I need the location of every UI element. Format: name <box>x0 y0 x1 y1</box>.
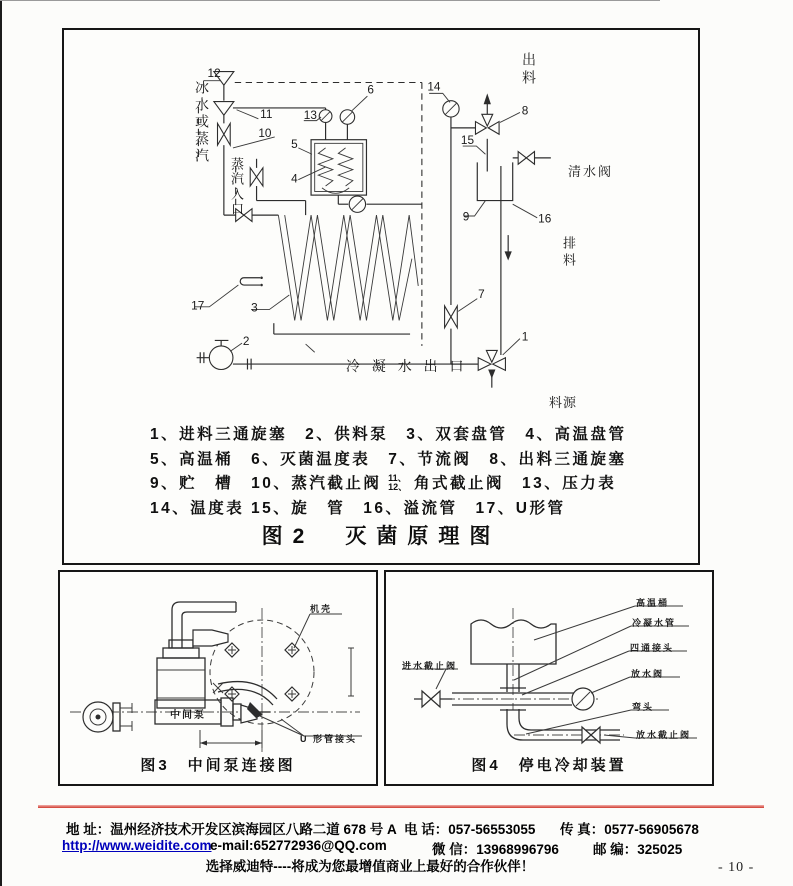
label-8: 8 <box>521 103 529 118</box>
drain-stop-valve-label: 放水截止阀 <box>636 730 692 740</box>
side-view-pump <box>83 702 132 732</box>
clean-water-valve-label: 清水阀 <box>568 164 614 179</box>
discharge-label: 出料 <box>521 52 537 88</box>
footer-email: e-mail:652772936@QQ.com <box>210 838 387 853</box>
flow-arrows <box>484 93 512 378</box>
label-13: 13 <box>303 107 317 122</box>
label-3: 3 <box>251 300 258 315</box>
label-1: 1 <box>521 329 529 344</box>
scan-edge-top <box>0 0 660 1</box>
label-12: 12 <box>207 66 221 81</box>
four-way-joint-label: 四通接头 <box>630 643 675 653</box>
label-16: 16 <box>538 211 552 226</box>
figure4-box <box>384 570 714 786</box>
legend-line-3-stack <box>388 474 407 493</box>
phone-label: 电 话： <box>404 822 449 837</box>
leader-lines <box>260 614 362 736</box>
page-number: - 10 - <box>718 860 755 875</box>
figure4-caption: 图4 停电冷却装置 <box>471 757 627 774</box>
storage-tank <box>477 162 512 200</box>
address-label: 地 址： <box>66 822 111 837</box>
postcode-label: 邮 编： <box>593 842 638 857</box>
label-14: 14 <box>427 79 441 94</box>
legend-line-3 <box>150 472 666 497</box>
ice-water-or-steam-label: 冰水或蒸汽 <box>194 80 210 165</box>
label-17: 17 <box>191 298 205 313</box>
label-2: 2 <box>242 333 250 348</box>
label-6: 6 <box>367 82 374 97</box>
footer-phone <box>404 818 535 838</box>
legend-stack-11: 11、 <box>388 472 407 483</box>
wechat-value: 13968996796 <box>476 842 559 857</box>
figure2-legend <box>150 423 666 521</box>
label-10: 10 <box>258 125 272 140</box>
u-pipe-joint-label: U 形管接头 <box>300 734 358 744</box>
high-temp-barrel <box>471 620 556 664</box>
footer-address <box>66 818 397 838</box>
material-source-label: 料源 <box>549 395 578 410</box>
label-11: 11 <box>260 106 273 121</box>
footer-fax <box>560 818 699 838</box>
u-tube <box>240 277 263 287</box>
legend-line-3-after: 角式截止阀 13、压力表 <box>407 475 617 492</box>
label-7: 7 <box>478 286 485 301</box>
label-5: 5 <box>291 136 298 151</box>
label-9: 9 <box>462 209 470 224</box>
label-4: 4 <box>291 171 298 186</box>
sterilizer-box <box>311 140 366 195</box>
high-temp-barrel-label: 高温桶 <box>636 598 670 608</box>
condensate-pipe-label: 冷凝水管 <box>632 618 677 628</box>
figure3-box <box>58 570 378 786</box>
figure2-box <box>62 28 700 565</box>
elbow-label: 弯头 <box>632 702 655 712</box>
solid-pipes <box>224 85 551 387</box>
figure2-caption: 图2 灭菌原理图 <box>261 525 501 548</box>
footer-slogan: 选择威迪特----将成为您最增值商业上最好的合作伙伴！ <box>205 859 535 874</box>
inlet-stop-valve-label: 进水截止阀 <box>402 661 458 671</box>
condensate-outlet-label: 冷 凝 水 出 口 <box>346 358 468 374</box>
steam-inlet-label: 蒸汽入口 <box>229 157 244 217</box>
middle-pump-label: 中间泵 <box>170 710 206 721</box>
drain-valve-label: 放水阀 <box>631 669 665 679</box>
drain-label: 排料 <box>561 236 576 270</box>
double-coil <box>278 215 418 320</box>
footer-red-rule <box>38 805 764 808</box>
wechat-label: 微 信： <box>432 842 477 857</box>
label-15: 15 <box>460 133 475 148</box>
scan-edge-left <box>0 0 2 886</box>
casing-label: 机壳 <box>310 604 333 614</box>
address-value: 温州经济技术开发区滨海园区八路二道 678 号 A <box>110 822 397 837</box>
legend-line-2: 5、高温桶 6、灭菌温度表 7、节流阀 8、出料三通旋塞 <box>150 450 627 468</box>
legend-stack-12: 12、 <box>388 482 408 492</box>
fax-label: 传 真： <box>560 822 605 837</box>
legend-line-4: 14、温度表 15、旋 管 16、溢流管 17、U形管 <box>150 499 566 517</box>
pump-body <box>157 602 236 708</box>
fax-value: 0577-56905678 <box>604 822 699 837</box>
legend-line-1: 1、进料三通旋塞 2、供料泵 3、双套盘管 4、高温盘管 <box>150 426 627 443</box>
legend-line-3-before: 9、贮 槽 10、蒸汽截止阀 <box>150 475 389 492</box>
phone-value: 057-56553055 <box>448 822 536 837</box>
website-link[interactable]: http://www.weidite.com <box>62 838 212 853</box>
postcode-value: 325025 <box>637 842 683 857</box>
figure3-caption: 图3 中间泵连接图 <box>140 757 296 774</box>
